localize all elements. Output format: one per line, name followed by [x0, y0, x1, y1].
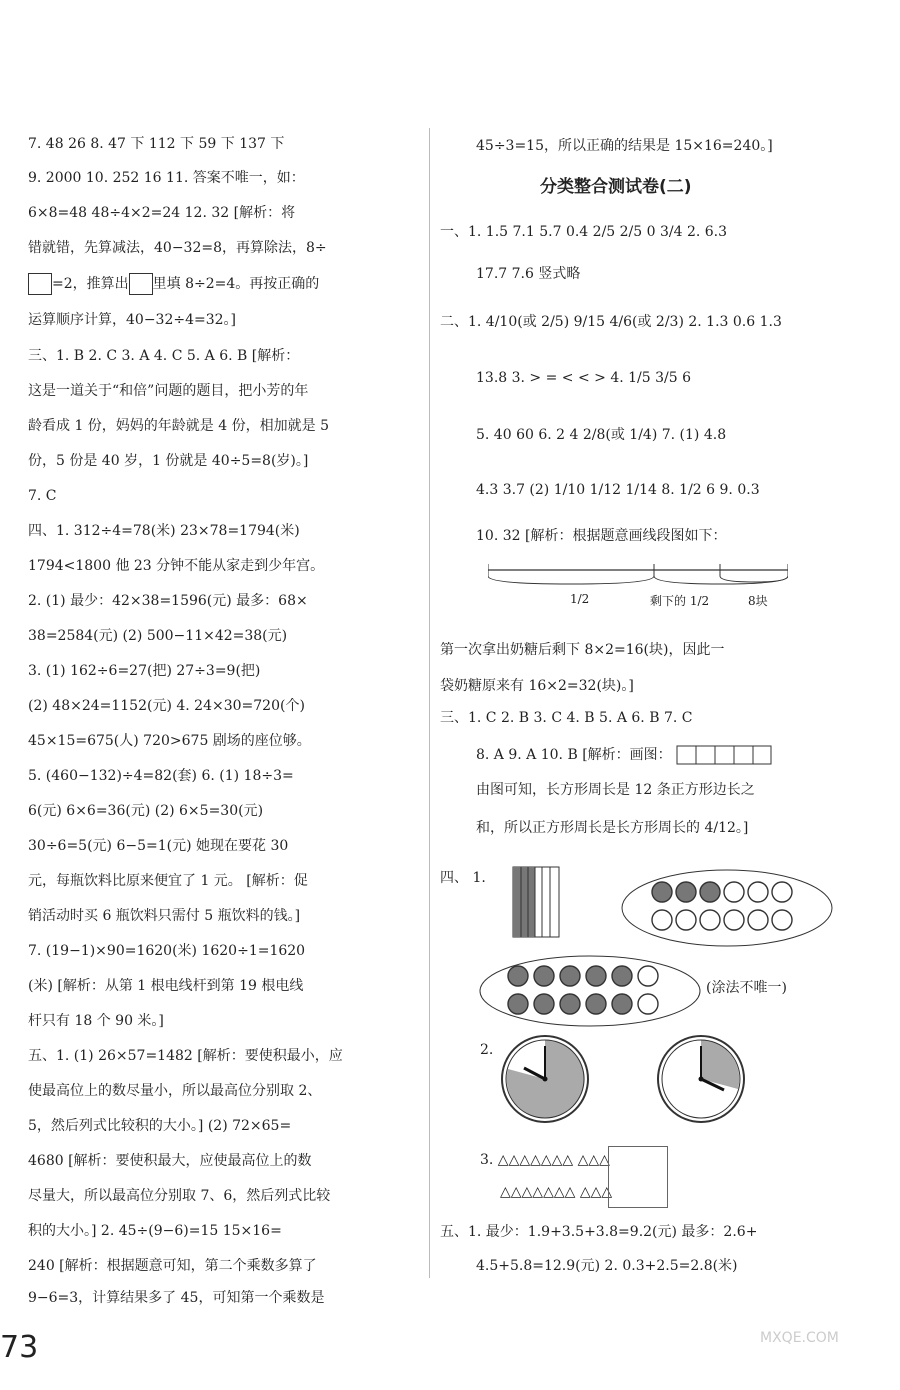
text-line: 4.3 3.7 (2) 1/10 1/12 1/14 8. 1/2 6 9. 0.3 — [476, 482, 760, 498]
text-line: 4680 [解析：要使积最大，应使最高位上的数 — [28, 1153, 312, 1169]
text-line: 6×8=48 48÷4×2=24 12. 32 [解析：将 — [28, 205, 296, 221]
text-line: 由图可知，长方形周长是 12 条正方形边长之 — [476, 782, 755, 798]
text-line: 9−6=3，计算结果多了 45，可知第一个乘数是 — [28, 1290, 325, 1306]
text-line: 4.5+5.8=12.9(元) 2. 0.3+2.5=2.8(米) — [476, 1258, 738, 1274]
text-line: 13.8 3. > = < < > 4. 1/5 3/5 6 — [476, 370, 692, 386]
circles-oval-figure — [478, 954, 702, 1028]
text-line: 3. △△△△△△△ △△△ — [480, 1152, 610, 1168]
text-line: 销活动时买 6 瓶饮料只需付 5 瓶饮料的钱。] — [28, 908, 301, 924]
section-title: 分类整合测试卷(二) — [540, 177, 692, 197]
circles-oval-figure — [620, 868, 834, 948]
text-line: 45×15=675(人) 720>675 剧场的座位够。 — [28, 733, 311, 749]
text-line: 5. (460−132)÷4=82(套) 6. (1) 18÷3= — [28, 768, 294, 784]
column-divider — [429, 128, 430, 1278]
text-line: 3. (1) 162÷6=27(把) 27÷3=9(把) — [28, 663, 261, 679]
text-line: 五、1. (1) 26×57=1482 [解析：要使积最小，应 — [28, 1048, 343, 1064]
text-line: 三、1. C 2. B 3. C 4. B 5. A 6. B 7. C — [440, 710, 693, 726]
text-line: 使最高位上的数尽量小，所以最高位分别取 2、 — [28, 1083, 322, 1099]
text-line: 五、1. 最少：1.9+3.5+3.8=9.2(元) 最多：2.6+ — [440, 1224, 758, 1240]
clock-icon — [656, 1034, 746, 1124]
text-line: 和，所以正方形周长是长方形周长的 4/12。] — [476, 820, 749, 836]
clock-icon — [500, 1034, 590, 1124]
text-line: 运算顺序计算，40−32÷4=32。] — [28, 312, 237, 328]
text-line: 积的大小。] 2. 45÷(9−6)=15 15×16= — [28, 1223, 282, 1239]
text-line: 7. 48 26 8. 47 下 112 下 59 下 137 下 — [28, 136, 285, 152]
text-line: 7. (19−1)×90=1620(米) 1620÷1=1620 — [28, 943, 306, 959]
text-line: 10. 32 [解析：根据题意画线段图如下： — [476, 528, 727, 544]
text-line: 龄看成 1 份，妈妈的年龄就是 4 份，相加就是 5 — [28, 418, 329, 434]
text-line: 错就错，先算减法，40−32=8，再算除法，8÷ — [28, 240, 327, 256]
text-line: (米) [解析：从第 1 根电线杆到第 19 根电线 — [28, 978, 304, 994]
text-line: 一、1. 1.5 7.1 5.7 0.4 2/5 2/5 0 3/4 2. 6.3 — [440, 224, 728, 240]
blank-box — [129, 273, 153, 295]
text-line: 2. (1) 最少：42×38=1596(元) 最多：68× — [28, 593, 308, 609]
text-line: 袋奶糖原来有 16×2=32(块)。] — [440, 678, 634, 694]
text-line: 45÷3=15，所以正确的结果是 15×16=240。] — [476, 138, 773, 154]
text-line: 份，5 份是 40 岁，1 份就是 40÷5=8(岁)。] — [28, 453, 309, 469]
text-line: 6(元) 6×6=36(元) (2) 6×5=30(元) — [28, 803, 264, 819]
text-line: 38=2584(元) (2) 500−11×42=38(元) — [28, 628, 288, 644]
shaded-bars-figure — [512, 866, 560, 938]
text-line: 1794<1800 他 23 分钟不能从家走到少年宫。 — [28, 558, 325, 574]
text-line: 杆只有 18 个 90 米。] — [28, 1013, 164, 1029]
segment-label: 8块 — [748, 594, 768, 608]
text-line: 三、1. B 2. C 3. A 4. C 5. A 6. B [解析： — [28, 348, 300, 364]
text-line: 30÷6=5(元) 6−5=1(元) 她现在要花 30 — [28, 838, 289, 854]
text-line: (2) 48×24=1152(元) 4. 24×30=720(个) — [28, 698, 305, 714]
square-grid-icon — [676, 744, 772, 766]
text-line: 9. 2000 10. 252 16 11. 答案不唯一，如： — [28, 170, 305, 186]
text-line: 7. C — [28, 488, 57, 504]
watermark: MXQE.COM — [760, 1330, 839, 1346]
text-line: 2. — [480, 1042, 494, 1058]
text-line: 四、 1. — [440, 870, 486, 886]
text-line: 5，然后列式比较积的大小。] (2) 72×65= — [28, 1118, 292, 1134]
line-segment-diagram — [488, 560, 788, 622]
triangle-group-box — [608, 1146, 668, 1208]
text-line: 这是一道关于“和倍”问题的题目，把小芳的年 — [28, 383, 309, 399]
text-line: 5. 40 60 6. 2 4 2/8(或 1/4) 7. (1) 4.8 — [476, 427, 727, 443]
page-number: 73 — [0, 1330, 39, 1365]
text-line: △△△△△△△ △△△ — [500, 1184, 613, 1200]
text-line: 元，每瓶饮料比原来便宜了 1 元。 [解析：促 — [28, 873, 308, 889]
text-line-with-boxes: =2，推算出 里填 8÷2=4。再按正确的 — [28, 273, 319, 295]
text-line: 17.7 7.6 竖式略 — [476, 266, 581, 282]
segment-label: 剩下的 1/2 — [650, 594, 710, 608]
text-line-with-grid: 8. A 9. A 10. B [解析：画图： — [476, 744, 772, 766]
segment-label: 1/2 — [570, 592, 590, 606]
text-line: 尽量大，所以最高位分别取 7、6，然后列式比较 — [28, 1188, 331, 1204]
text-line: 四、1. 312÷4=78(米) 23×78=1794(米) — [28, 523, 300, 539]
blank-box — [28, 273, 52, 295]
text-line: 240 [解析：根据题意可知，第二个乘数多算了 — [28, 1258, 317, 1274]
text-line: 第一次拿出奶糖后剩下 8×2=16(块)，因此一 — [440, 642, 725, 658]
text-line: 二、1. 4/10(或 2/5) 9/15 4/6(或 2/3) 2. 1.3 0.6 1.3 — [440, 314, 782, 330]
text-line: (涂法不唯一) — [706, 980, 787, 996]
